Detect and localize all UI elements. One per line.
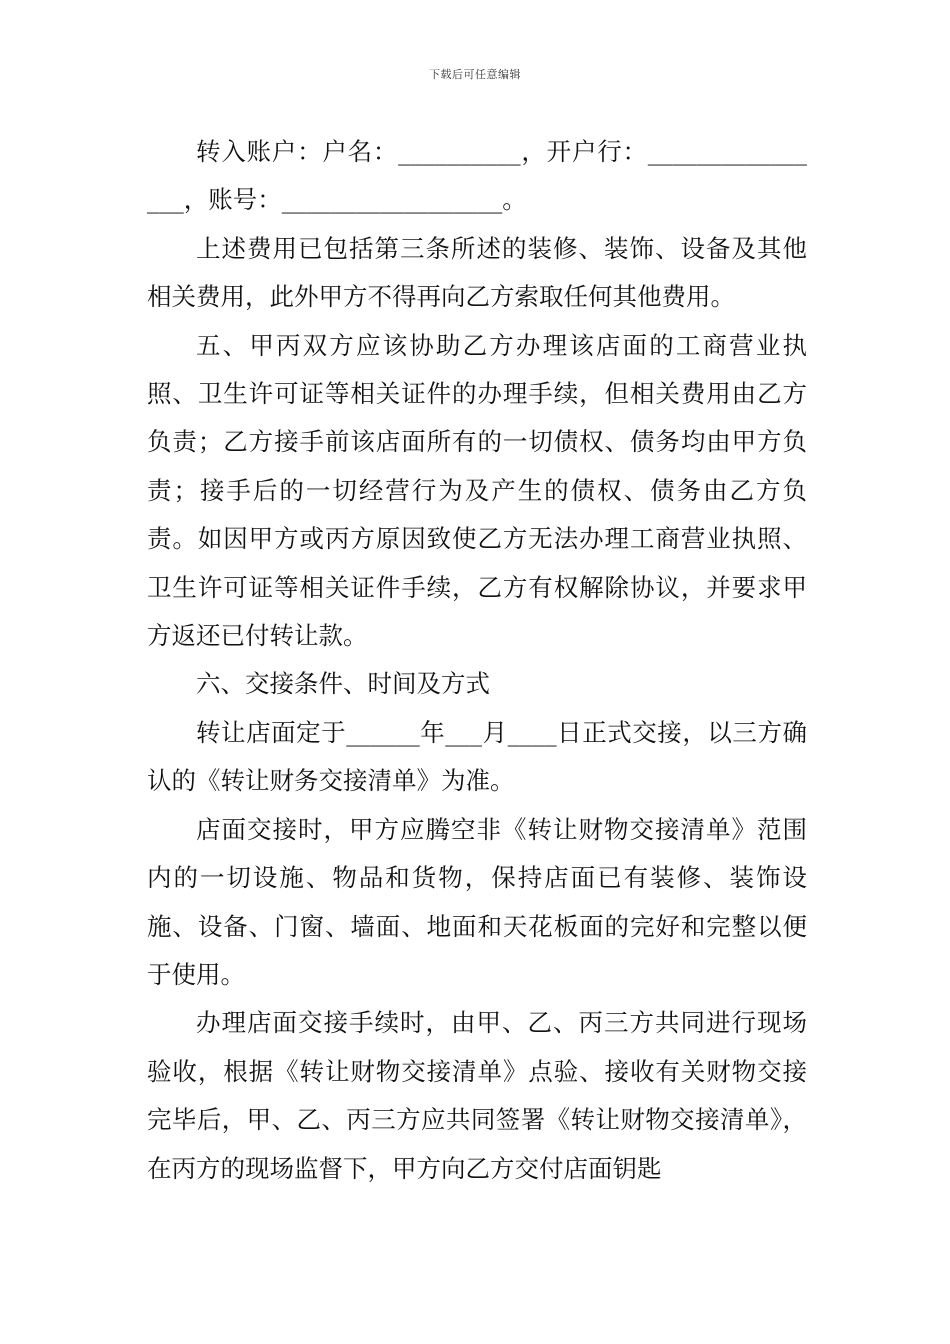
paragraph-transfer-account: 转入账户：户名：__________，开户行：________________，账号：__________________。 — [147, 137, 807, 215]
document-body — [147, 128, 807, 1193]
paragraph-handover-vacate: 店面交接时，甲方应腾空非《转让财物交接清单》范围内的一切设施、物品和货物，保持店面已有装修、装饰设施、设备、门窗、墙面、地面和天花板面的完好和完整以便于使用。 — [147, 814, 807, 989]
page-header-note: 下载后可任意编辑 — [429, 68, 521, 81]
paragraph-handover-date: 转让店面定于______年___月____日正式交接，以三方确认的《转让财务交接清单》为准。 — [147, 717, 807, 796]
paragraph-clause-five: 五、甲丙双方应该协助乙方办理该店面的工商营业执照、卫生许可证等相关证件的办理手续，但相关费用由乙方负责；乙方接手前该店面所有的一切债权、债务均由甲方负责；接手后的一切经营行为及产生的债权、债务由乙方负责。如因甲方或丙方原因致使乙方无法办理工商营业执照、卫生许可证等相关证件手续，乙方有权解除协议，并要求甲方返还已付转让款。 — [147, 330, 807, 651]
paragraph-clause-six-heading: 六、交接条件、时间及方式 — [196, 669, 490, 699]
paragraph-handover-procedure: 办理店面交接手续时，由甲、乙、丙三方共同进行现场验收，根据《转让财物交接清单》点验、接收有关财物交接完毕后，甲、乙、丙三方应共同签署《转让财物交接清单》，在丙方的现场监督下，甲方向乙方交付店面钥匙 — [147, 1008, 807, 1183]
paragraph-fees-included: 上述费用已包括第三条所述的装修、装饰、设备及其他相关费用，此外甲方不得再向乙方索取任何其他费用。 — [147, 233, 807, 312]
